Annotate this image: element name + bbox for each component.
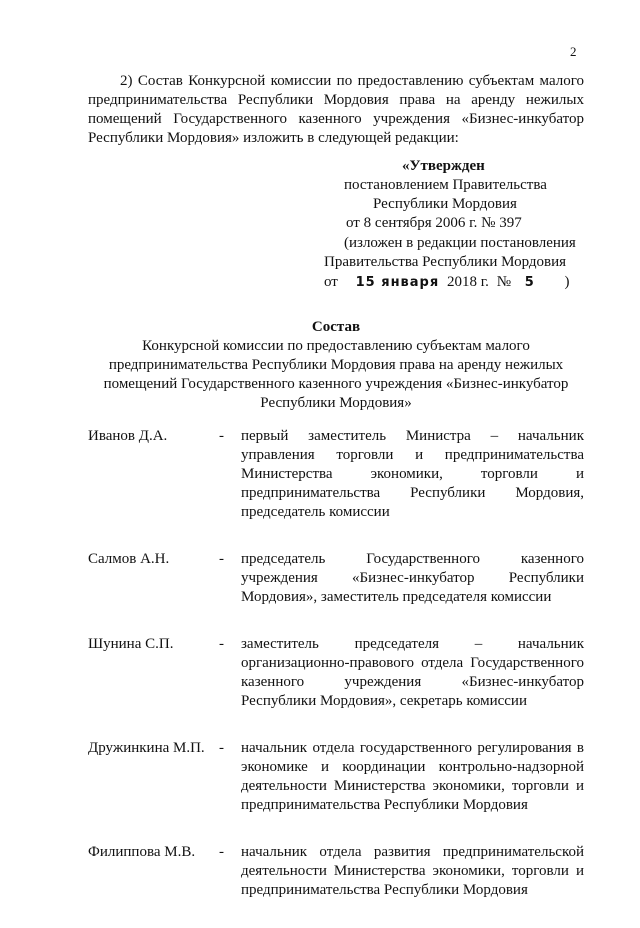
member-name: Шунина С.П. — [88, 636, 174, 652]
approval-line-2: Республики Мордовия — [373, 196, 517, 212]
heading-title: Состав — [311, 319, 361, 335]
member-name: Дружинкина М.П. — [88, 740, 205, 756]
member-dash: - — [219, 636, 224, 652]
member-name: Салмов А.Н. — [88, 551, 170, 567]
approval-number: 5 — [524, 275, 535, 290]
members-list — [88, 427, 584, 928]
approval-date: 15 января — [355, 275, 440, 290]
member-role: первый заместитель Министра – начальник управления торговли и предпринимательства Министерства экономики, торговли и предпринимательства Республики Мордовия, председатель комиссии — [241, 428, 584, 520]
member-role: начальник отдела развития предпринимательской деятельности Министерства экономики, торговли и предпринимательства Республики Мордовия — [241, 844, 584, 898]
member-dash: - — [219, 844, 224, 860]
approval-line-3: от 8 сентября 2006 г. № 397 — [346, 215, 522, 231]
composition-heading — [96, 318, 576, 413]
approval-line-1: постановлением Правительства — [344, 177, 547, 193]
member-name: Иванов Д.А. — [88, 428, 168, 444]
member-dash: - — [219, 428, 224, 444]
approval-line-5: Правительства Республики Мордовия — [324, 254, 567, 270]
member-row — [88, 739, 584, 815]
member-row — [88, 550, 584, 607]
member-row — [88, 427, 584, 522]
approval-line-4: (изложен в редакции постановления — [344, 235, 576, 251]
approval-from-label: от — [324, 274, 338, 290]
member-row — [88, 635, 584, 711]
approval-title: «Утвержден — [402, 158, 485, 174]
approval-date-line — [324, 273, 570, 292]
member-role: начальник отдела государственного регулирования в экономике и координации контрольно-надзорной деятельности Министерства экономики, торговли и предпринимательства Республики Мордовия — [241, 740, 584, 813]
member-dash: - — [219, 551, 224, 567]
member-row — [88, 843, 584, 900]
page-number: 2 — [570, 44, 577, 59]
member-role: председатель Государственного казенного учреждения «Бизнес-инкубатор Республики Мордовия», заместитель председателя комиссии — [241, 551, 584, 605]
member-name: Филиппова М.В. — [88, 844, 196, 860]
intro-paragraph: 2) Состав Конкурсной комиссии по предоставлению субъектам малого предпринимательства Республики Мордовия права на аренду нежилых помещений Государственного казенного учреждения «Бизнес-инкубатор Республики Мордовия» изложить в следующей редакции: — [88, 73, 584, 146]
approval-year: 2018 г. — [446, 274, 489, 290]
approval-number-sign: № — [496, 274, 511, 290]
member-dash: - — [219, 740, 224, 756]
approval-closing-paren: ) — [564, 274, 570, 290]
member-role: заместитель председателя – начальник организационно-правового отдела Государственного казенного учреждения «Бизнес-инкубатор Республики Мордовия», секретарь комиссии — [241, 636, 584, 709]
heading-subtitle: Конкурсной комиссии по предоставлению субъектам малого предпринимательства Республики Мордовия права на аренду нежилых помещений Государственного казенного учреждения «Бизнес-инкубатор Республики Мордовия» — [103, 338, 569, 411]
